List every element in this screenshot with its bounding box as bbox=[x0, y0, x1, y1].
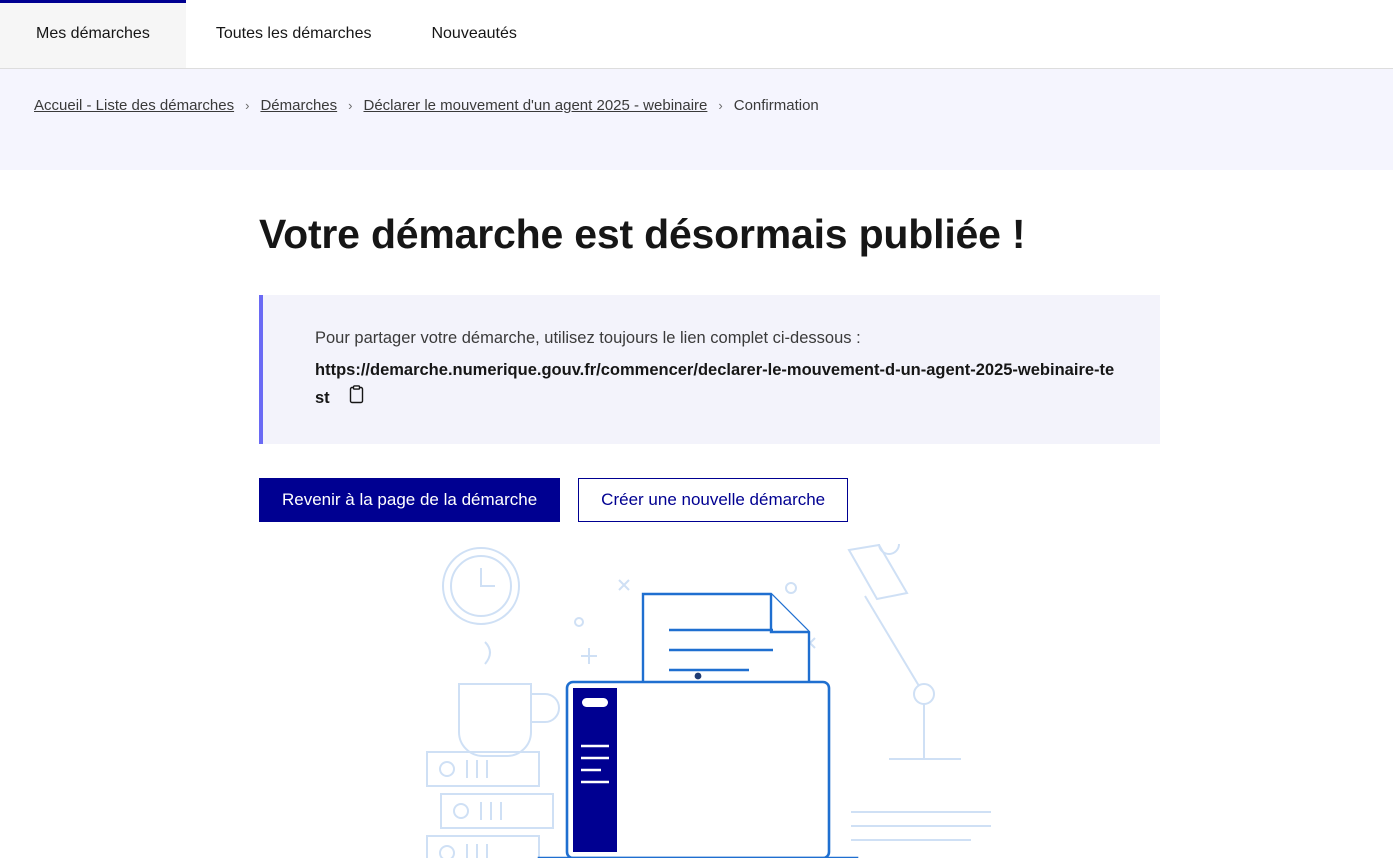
callout-url-row bbox=[315, 356, 1115, 414]
tab-label: Nouveautés bbox=[431, 25, 517, 42]
share-url-text: https://demarche.numerique.gouv.fr/commencer/declarer-le-mouvement-d-un-agent-2025-webinaire-test bbox=[315, 360, 1115, 408]
breadcrumb-item-demarches[interactable]: Démarches bbox=[260, 97, 338, 114]
button-label: Créer une nouvelle démarche bbox=[601, 489, 826, 509]
clipboard-icon[interactable] bbox=[348, 385, 365, 414]
breadcrumb-item-confirmation: Confirmation bbox=[733, 97, 819, 114]
laptop-document-illustration bbox=[419, 544, 1393, 858]
page-title: Votre démarche est désormais publiée ! bbox=[259, 211, 1026, 257]
tab-toutes-les-demarches[interactable] bbox=[186, 0, 402, 68]
share-link-callout bbox=[259, 295, 1160, 443]
breadcrumb bbox=[34, 97, 1393, 114]
callout-lead-text: Pour partager votre démarche, utilisez toujours le lien complet ci-dessous : bbox=[315, 329, 861, 348]
tab-mes-demarches[interactable] bbox=[0, 0, 186, 68]
breadcrumb-item-accueil[interactable]: Accueil - Liste des démarches bbox=[34, 97, 235, 114]
breadcrumb-separator: › bbox=[245, 98, 250, 113]
main-content bbox=[0, 210, 1393, 858]
back-to-demarche-button[interactable] bbox=[259, 478, 560, 522]
breadcrumb-item-declarer-mouvement[interactable]: Déclarer le mouvement d'un agent 2025 - webinaire bbox=[363, 97, 708, 114]
top-tab-bar bbox=[0, 0, 1393, 69]
action-buttons bbox=[259, 478, 1393, 522]
breadcrumb-separator: › bbox=[718, 98, 723, 113]
tab-label: Mes démarches bbox=[36, 25, 150, 42]
tab-nouveautes[interactable] bbox=[401, 0, 546, 68]
breadcrumb-bar bbox=[0, 69, 1393, 170]
button-label: Revenir à la page de la démarche bbox=[282, 489, 538, 509]
create-new-demarche-button[interactable] bbox=[578, 478, 848, 522]
tab-label: Toutes les démarches bbox=[215, 25, 372, 42]
breadcrumb-separator: › bbox=[348, 98, 353, 113]
